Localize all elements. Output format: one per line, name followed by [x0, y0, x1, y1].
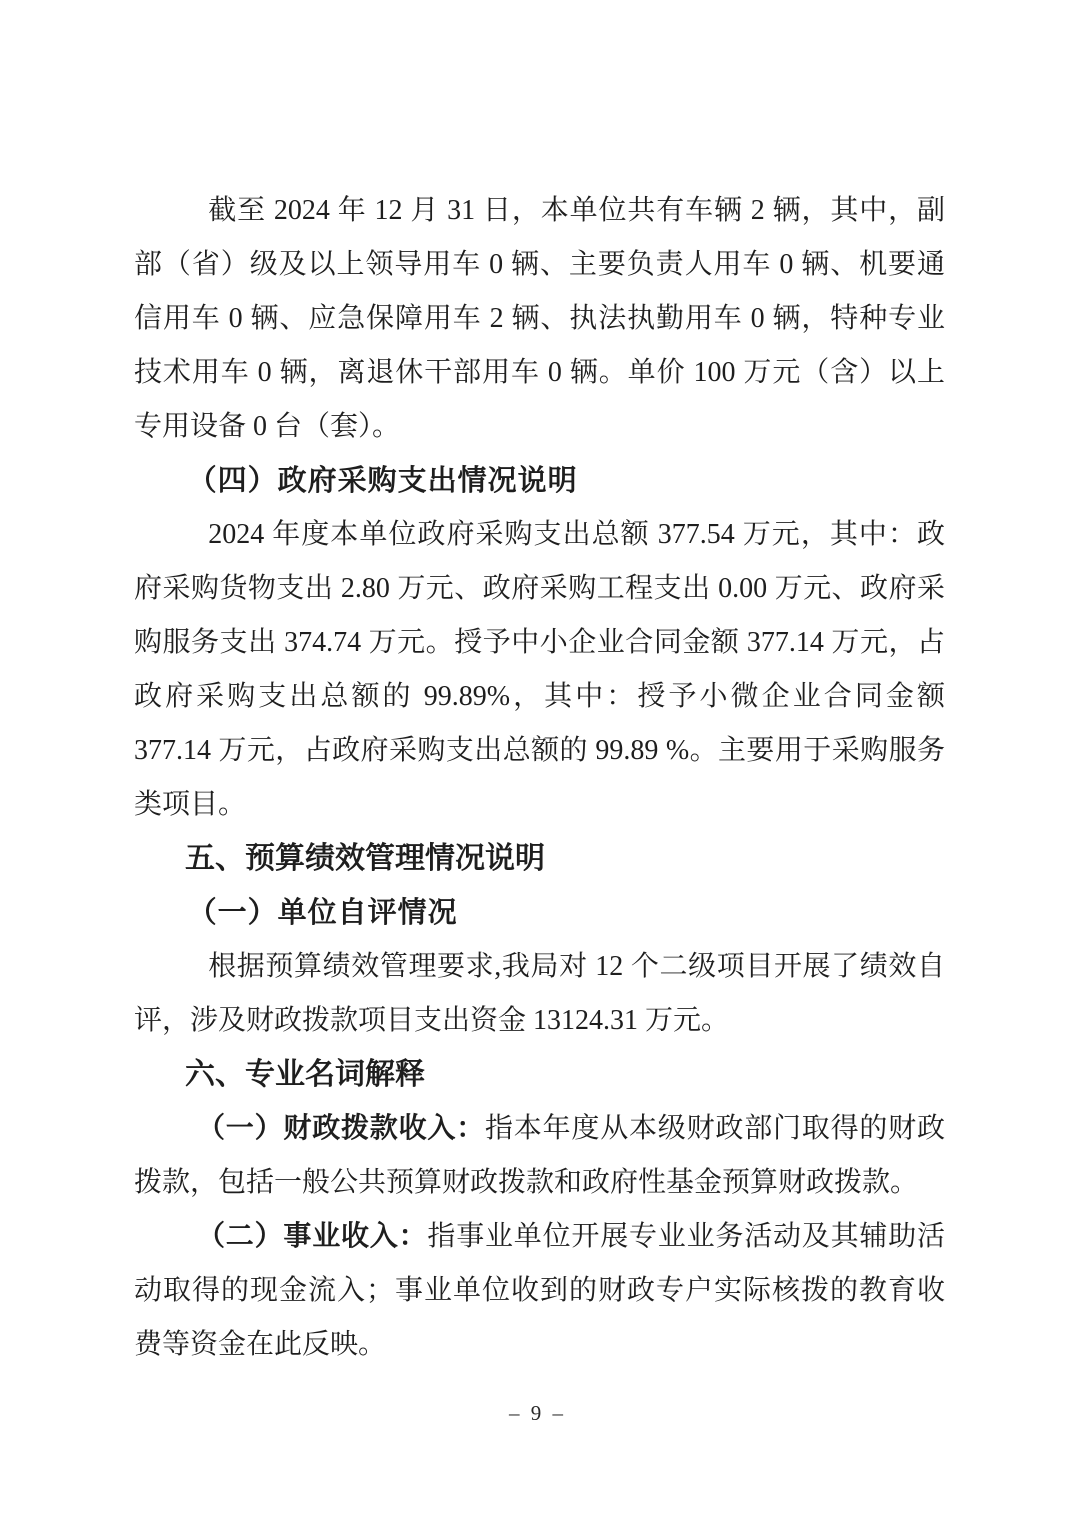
term-operating-income [134, 1210, 945, 1372]
section4-heading: （四）政府采购支出情况说明 [187, 465, 578, 497]
term-fiscal-appropriation-income [134, 1102, 945, 1210]
page-number: – 9 – [509, 1401, 566, 1425]
term-fiscal-appropriation-definition: 指本年度从本级财政部门取得的财政拨款，包括一般公共预算财政拨款和政府性基金预算财政拨款。 [134, 1113, 945, 1198]
section6-heading: 六、专业名词解释 [185, 1058, 425, 1091]
section5-sub1-heading: （一）单位自评情况 [187, 897, 458, 929]
term-fiscal-appropriation-lead: （一）财政拨款收入： [197, 1113, 485, 1144]
term-operating-income-lead: （二）事业收入： [197, 1221, 428, 1252]
procurement-paragraph: 2024 年度本单位政府采购支出总额 377.54 万元，其中：政府采购货物支出 2.80 万元、政府采购工程支出 0.00 万元、政府采购服务支出 374.74 万元。授予中小企业合同金额 377.14 万元，占政府采购支出总额的 99.89%，其中：授予小微企业合同金额 377.14 万元，占政府采购支出总额的 99.89 %。主要用于采购服务类项目。 [134, 519, 945, 820]
vehicles-paragraph: 截至 2024 年 12 月 31 日，本单位共有车辆 2 辆，其中，副部（省）级及以上领导用车 0 辆、主要负责人用车 0 辆、机要通信用车 0 辆、应急保障用车 2 辆、执法执勤用车 0 辆，特种专业技术用车 0 辆，离退休干部用车 0 辆。单价 100 万元（含）以上专用设备 0 台（套）。 [134, 195, 945, 442]
section5-heading: 五、预算绩效管理情况说明 [185, 842, 545, 875]
term-operating-income-definition: 指事业单位开展专业业务活动及其辅助活动取得的现金流入；事业单位收到的财政专户实际核拨的教育收费等资金在此反映。 [134, 1221, 945, 1360]
self-evaluation-paragraph: 根据预算绩效管理要求,我局对 12 个二级项目开展了绩效自评，涉及财政拨款项目支出资金 13124.31 万元。 [134, 951, 945, 1036]
document-body [134, 184, 945, 1372]
